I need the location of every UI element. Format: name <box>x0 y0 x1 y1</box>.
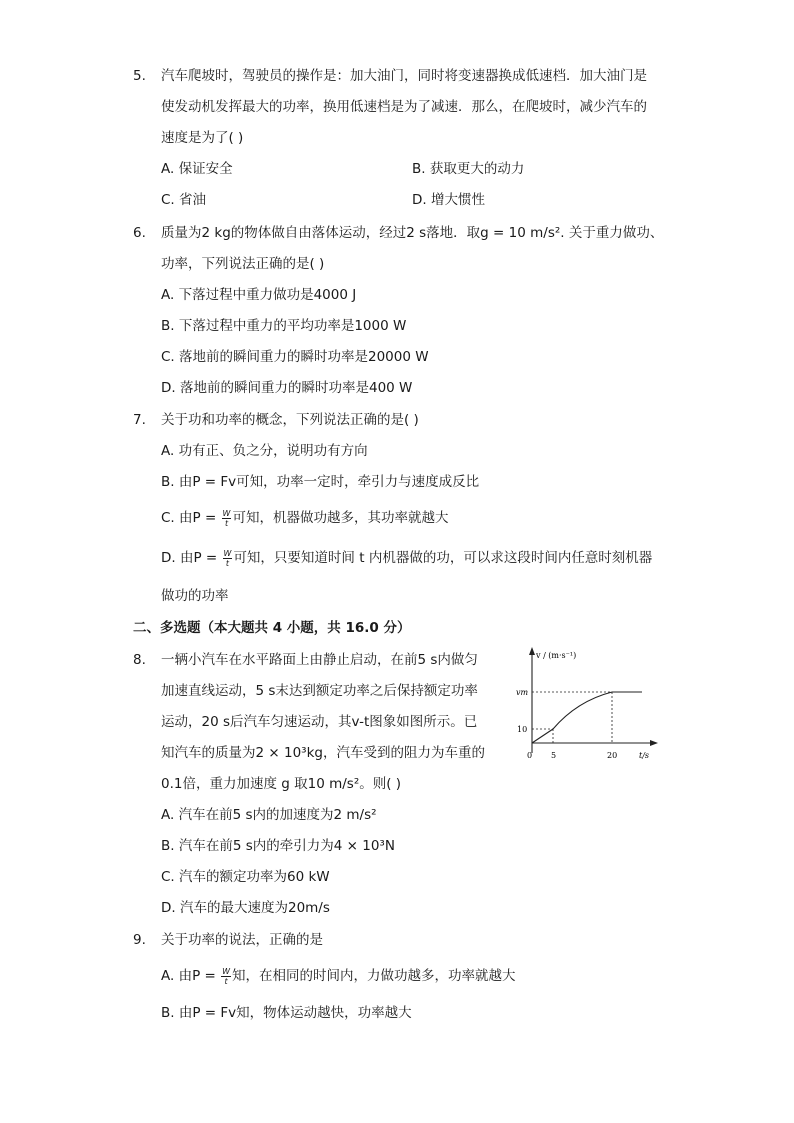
fraction-denominator: t <box>224 518 229 528</box>
question-7-option-d <box>161 548 652 568</box>
question-6-option-b: B. 下落过程中重力的平均功率是1000 W <box>161 318 407 334</box>
question-8-text-line-2: 加速直线运动，5 s末达到额定功率之后保持额定功率 <box>161 683 478 699</box>
x-tick-5: 5 <box>551 751 557 760</box>
question-5-text-line-1: 汽车爬坡时，驾驶员的操作是：加大油门，同时将变速器换成低速档．加大油门是 <box>161 68 647 84</box>
question-5-number: 5. <box>133 68 146 84</box>
question-8-option-c: C. 汽车的额定功率为60 kW <box>161 869 330 885</box>
segment-accelerating <box>532 729 553 743</box>
question-5-option-d: D. 增大惯性 <box>412 192 485 208</box>
x-axis-label: t/s <box>639 751 650 760</box>
question-8-number: 8. <box>133 652 146 668</box>
question-7-text-line-1: 关于功和功率的概念，下列说法正确的是( ) <box>161 412 419 428</box>
question-8-option-a: A. 汽车在前5 s内的加速度为2 m/s² <box>161 807 377 823</box>
question-9-text-line-1: 关于功率的说法，正确的是 <box>161 932 323 948</box>
question-5-option-c: C. 省油 <box>161 192 207 208</box>
x-tick-0: 0 <box>527 751 533 760</box>
question-6-number: 6. <box>133 225 146 241</box>
question-9-option-a <box>161 966 516 986</box>
y-tick-10: 10 <box>517 725 528 734</box>
section-heading-multiple-choice: 二、多选题（本大题共 4 小题，共 16.0 分） <box>133 620 411 636</box>
y-axis-arrow <box>529 647 535 655</box>
question-5-option-b: B. 获取更大的动力 <box>412 161 525 177</box>
question-7-option-b: B. 由P = Fv可知，功率一定时，牵引力与速度成反比 <box>161 474 480 490</box>
question-7-option-c-suffix: 可知，机器做功越多，其功率就越大 <box>232 510 449 526</box>
question-8-option-d: D. 汽车的最大速度为20m/s <box>161 900 330 916</box>
question-6-option-c: C. 落地前的瞬间重力的瞬时功率是20000 W <box>161 349 429 365</box>
question-6-option-a: A. 下落过程中重力做功是4000 J <box>161 287 357 303</box>
segment-rated-power <box>553 692 612 729</box>
y-axis-label: v / (m·s⁻¹) <box>536 651 577 660</box>
question-6-text-line-2: 功率，下列说法正确的是( ) <box>161 256 325 272</box>
question-9-number: 9. <box>133 932 146 948</box>
question-8-text-line-4: 知汽车的质量为2 × 10³kg，汽车受到的阻力为车重的 <box>161 745 485 761</box>
question-5-option-a: A. 保证安全 <box>161 161 233 177</box>
question-8-text-line-3: 运动，20 s后汽车匀速运动，其v-t图象如图所示。已 <box>161 714 478 730</box>
fraction-numerator: W <box>223 548 232 558</box>
fraction-denominator: t <box>224 976 228 986</box>
question-5-text-line-2: 使发动机发挥最大的功率，换用低速档是为了减速．那么，在爬坡时，减少汽车的 <box>161 99 647 115</box>
question-7-option-d-prefix: D. 由P = <box>161 550 222 566</box>
question-8-text-line-1: 一辆小汽车在水平路面上由静止启动，在前5 s内做匀 <box>161 652 478 668</box>
question-8-text-line-5: 0.1倍，重力加速度 g 取10 m/s²。则( ) <box>161 776 402 792</box>
question-7-option-d-suffix: 可知，只要知道时间 t 内机器做的功，可以求这段时间内任意时刻机器 <box>233 550 653 566</box>
fraction-w-over-t <box>221 967 231 986</box>
question-6-text-line-1: 质量为2 kg的物体做自由落体运动，经过2 s落地．取g = 10 m/s². 关于重力做功、 <box>161 225 664 241</box>
fraction-w-over-t <box>223 549 233 568</box>
question-7-option-c-prefix: C. 由P = <box>161 510 221 526</box>
question-5-text-line-3: 速度是为了( ) <box>161 130 244 146</box>
question-7-number: 7. <box>133 412 146 428</box>
question-9-option-a-prefix: A. 由P = <box>161 968 221 984</box>
fraction-w-over-t <box>222 509 232 528</box>
question-7-option-d-line-2: 做功的功率 <box>161 588 229 604</box>
y-tick-vm: vm <box>516 688 529 697</box>
x-tick-20: 20 <box>607 751 618 760</box>
x-axis-arrow <box>650 740 658 746</box>
question-9-option-a-suffix: 知，在相同的时间内，力做功越多，功率就越大 <box>232 968 516 984</box>
question-6-option-d: D. 落地前的瞬间重力的瞬时功率是400 W <box>161 380 413 396</box>
question-7-option-a: A. 功有正、负之分，说明功有方向 <box>161 443 368 459</box>
question-7-option-c <box>161 508 448 528</box>
fraction-numerator: W <box>222 508 231 518</box>
question-8-option-b: B. 汽车在前5 s内的牵引力为4 × 10³N <box>161 838 395 854</box>
question-9-option-b: B. 由P = Fv知，物体运动越快，功率越大 <box>161 1005 412 1021</box>
fraction-numerator: W <box>222 966 231 976</box>
fraction-denominator: t <box>225 558 230 568</box>
velocity-time-graph <box>512 645 662 767</box>
